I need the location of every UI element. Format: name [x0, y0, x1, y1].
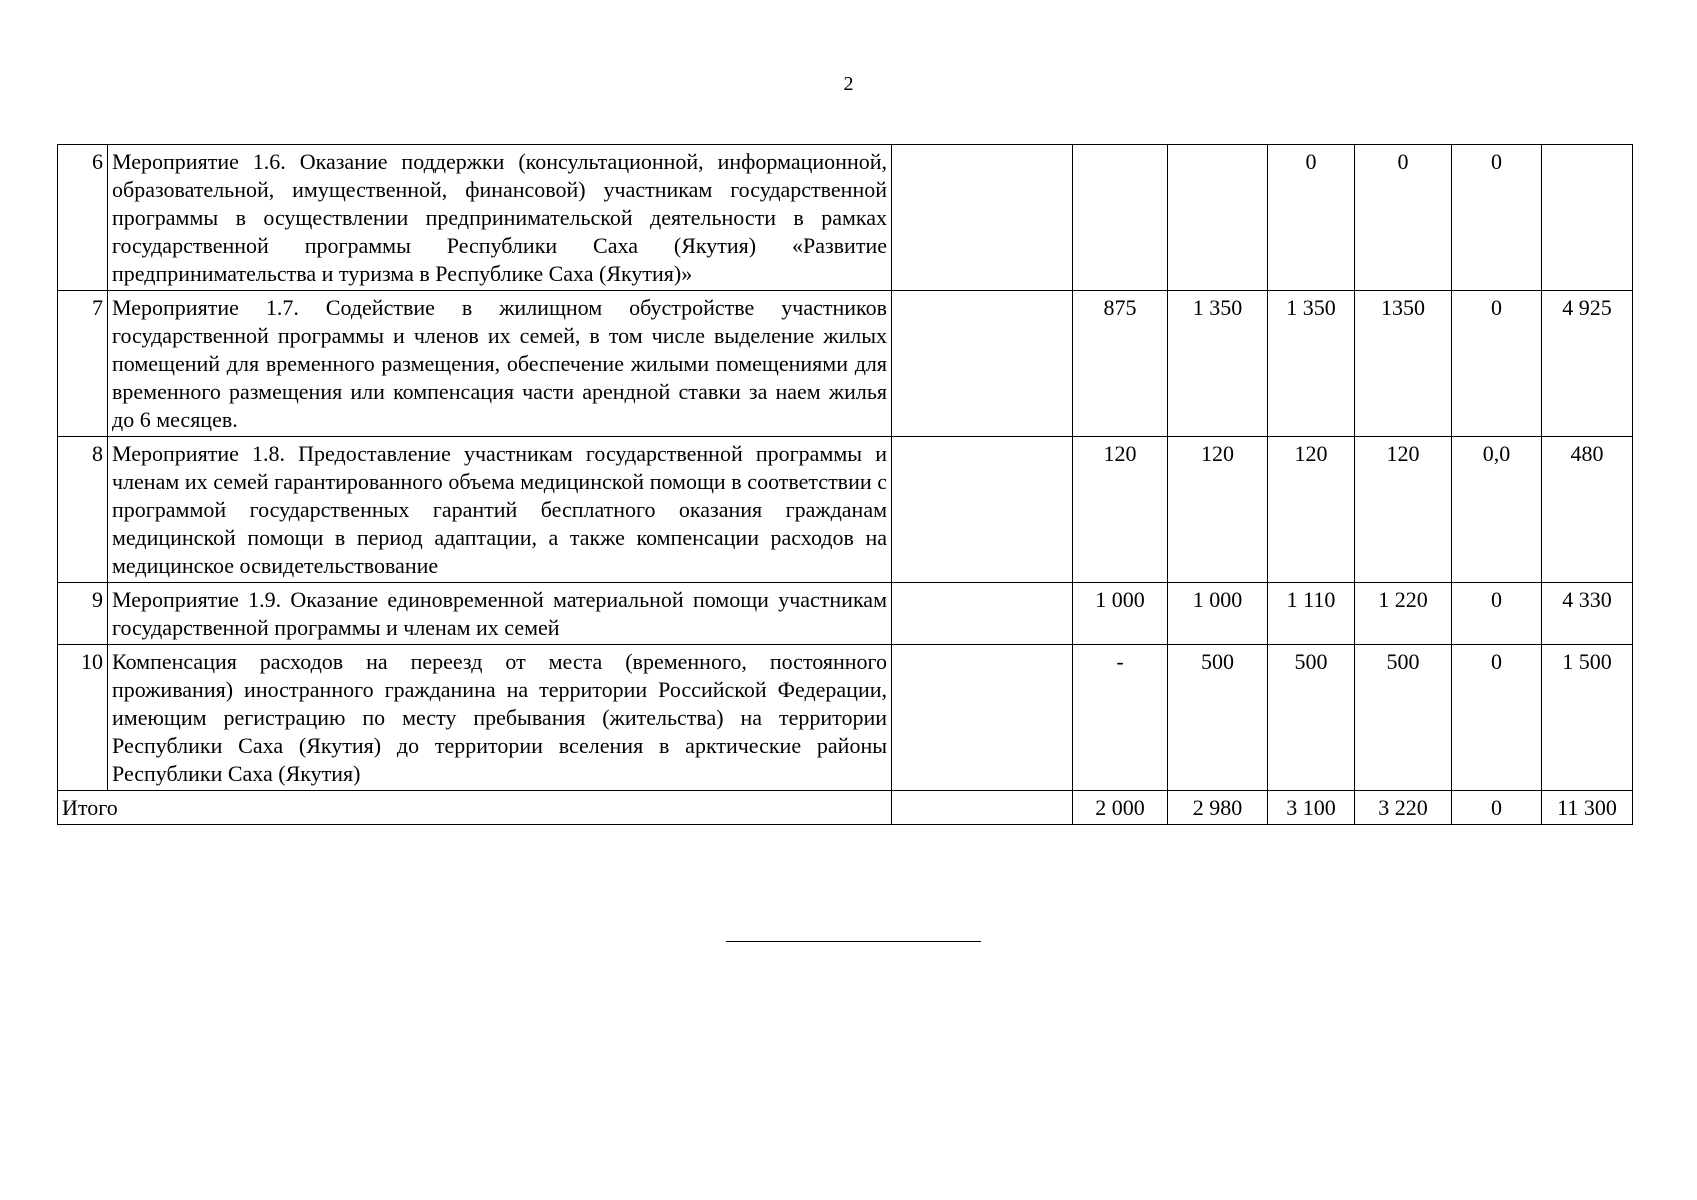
row-value-col1 — [892, 145, 1073, 291]
row-value-col7: 4 330 — [1542, 583, 1633, 645]
table-row — [58, 291, 1633, 437]
row-value-col3: 1 350 — [1168, 291, 1268, 437]
row-number: 9 — [58, 583, 108, 645]
row-number: 6 — [58, 145, 108, 291]
total-value-col6: 0 — [1452, 791, 1542, 825]
row-value-col5: 120 — [1355, 437, 1452, 583]
row-description: Мероприятие 1.6. Оказание поддержки (консультационной, информационной, образовательной, имущественной, финансовой) участникам государственной программы в осуществлении предпринимательской деятельности в рамках государственной программы Республики Саха (Якутия) «Развитие предпринимательства и туризма в Республике Саха (Якутия)» — [108, 145, 892, 291]
row-value-col1 — [892, 645, 1073, 791]
row-description: Мероприятие 1.7. Содействие в жилищном обустройстве участников государственной программы и членов их семей, в том числе выделение жилых помещений для временного размещения, обеспечение жилыми помещениями для временного размещения или компенсация части арендной ставки за наем жилья до 6 месяцев. — [108, 291, 892, 437]
row-value-col6: 0 — [1452, 291, 1542, 437]
row-value-col4: 1 350 — [1268, 291, 1355, 437]
total-value-col3: 2 980 — [1168, 791, 1268, 825]
table-row — [58, 583, 1633, 645]
row-description: Мероприятие 1.9. Оказание единовременной материальной помощи участникам государственной программы и членам их семей — [108, 583, 892, 645]
row-value-col3 — [1168, 145, 1268, 291]
row-value-col3: 1 000 — [1168, 583, 1268, 645]
row-value-col6: 0 — [1452, 145, 1542, 291]
table-row — [58, 145, 1633, 291]
row-value-col5: 500 — [1355, 645, 1452, 791]
row-description: Мероприятие 1.8. Предоставление участникам государственной программы и членам их семей гарантированного объема медицинской помощи в соответствии с программой государственных гарантий бесплатного оказания гражданам медицинской помощи в период адаптации, а также компенсации расходов на медицинское освидетельствование — [108, 437, 892, 583]
row-value-col1 — [892, 291, 1073, 437]
row-value-col1 — [892, 437, 1073, 583]
row-value-col5: 0 — [1355, 145, 1452, 291]
row-value-col6: 0 — [1452, 645, 1542, 791]
row-value-col5: 1 220 — [1355, 583, 1452, 645]
end-divider — [726, 941, 981, 942]
total-label: Итого — [58, 791, 892, 825]
row-value-col6: 0,0 — [1452, 437, 1542, 583]
row-value-col7: 1 500 — [1542, 645, 1633, 791]
row-value-col4: 0 — [1268, 145, 1355, 291]
total-value-col4: 3 100 — [1268, 791, 1355, 825]
row-description: Компенсация расходов на переезд от места (временного, постоянного проживания) иностранного гражданина на территории Российской Федерации, имеющим регистрацию по месту пребывания (жительства) на территории Республики Саха (Якутия) до территории вселения в арктические районы Республики Саха (Якутия) — [108, 645, 892, 791]
row-value-col3: 120 — [1168, 437, 1268, 583]
row-value-col1 — [892, 583, 1073, 645]
row-value-col3: 500 — [1168, 645, 1268, 791]
row-value-col2: - — [1073, 645, 1168, 791]
row-value-col2 — [1073, 145, 1168, 291]
table-row — [58, 645, 1633, 791]
budget-table — [57, 144, 1633, 825]
row-value-col7 — [1542, 145, 1633, 291]
total-value-col7: 11 300 — [1542, 791, 1633, 825]
row-value-col7: 4 925 — [1542, 291, 1633, 437]
row-value-col2: 1 000 — [1073, 583, 1168, 645]
total-value-col1 — [892, 791, 1073, 825]
row-value-col2: 120 — [1073, 437, 1168, 583]
row-value-col6: 0 — [1452, 583, 1542, 645]
total-value-col5: 3 220 — [1355, 791, 1452, 825]
row-value-col2: 875 — [1073, 291, 1168, 437]
page-number: 2 — [843, 73, 854, 95]
row-value-col4: 120 — [1268, 437, 1355, 583]
row-value-col4: 500 — [1268, 645, 1355, 791]
total-value-col2: 2 000 — [1073, 791, 1168, 825]
row-number: 10 — [58, 645, 108, 791]
row-value-col4: 1 110 — [1268, 583, 1355, 645]
row-value-col5: 1350 — [1355, 291, 1452, 437]
total-row — [58, 791, 1633, 825]
table-row — [58, 437, 1633, 583]
row-number: 7 — [58, 291, 108, 437]
row-number: 8 — [58, 437, 108, 583]
row-value-col7: 480 — [1542, 437, 1633, 583]
